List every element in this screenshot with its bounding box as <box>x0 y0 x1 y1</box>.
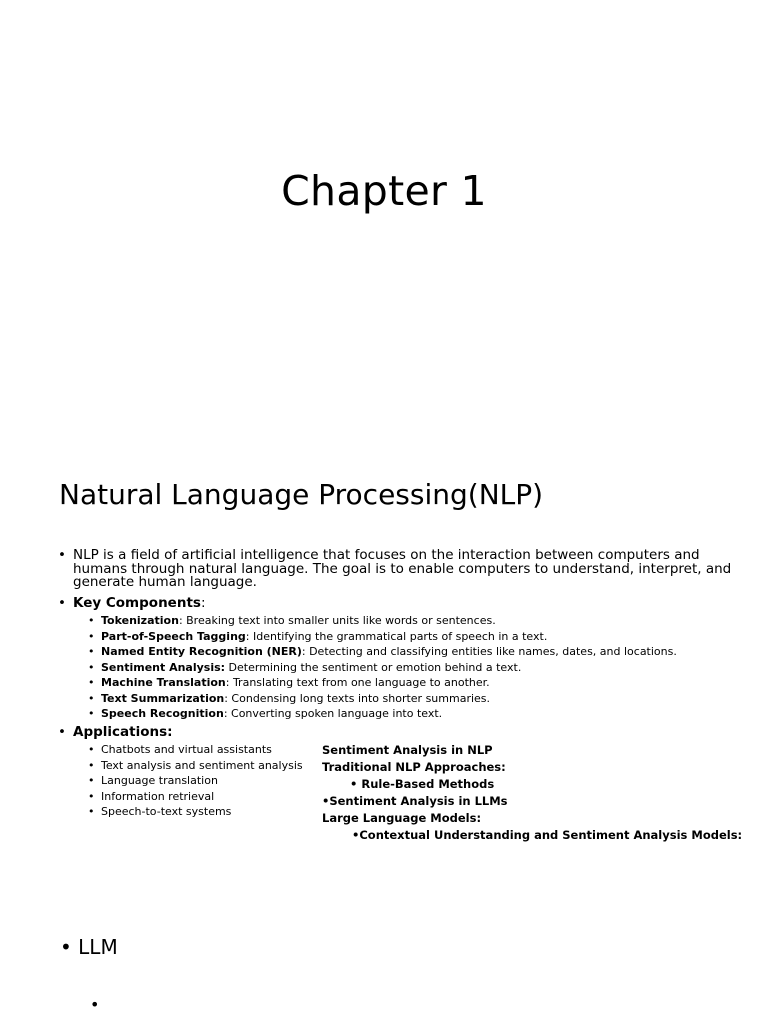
list-item: • Language translation <box>88 773 303 789</box>
component-desc: : Condensing long texts into shorter summaries. <box>224 691 491 705</box>
list-item <box>88 644 677 660</box>
key-components-colon: : <box>200 595 206 611</box>
sentiment-notes <box>322 742 742 844</box>
list-item <box>88 691 677 707</box>
list-item <box>88 660 677 676</box>
component-term: Machine Translation <box>101 676 226 689</box>
component-term: Sentiment Analysis: <box>101 660 226 674</box>
notes-line: •Contextual Understanding and Sentiment Analysis Models: <box>352 828 743 842</box>
notes-line: •Sentiment Analysis in LLMs <box>322 794 508 808</box>
component-desc: : Identifying the grammatical parts of speech in a text. <box>245 629 548 643</box>
notes-line: Traditional NLP Approaches: <box>322 760 506 774</box>
component-desc: : Translating text from one language to another. <box>225 676 490 689</box>
list-item <box>88 675 677 691</box>
component-desc: : Detecting and classifying entities like names, dates, and locations. <box>301 645 677 658</box>
intro-text: NLP is a field of artificial intelligence that focuses on the interaction between computers and humans through natural language. The goal is to enable computers to understand, interpret, and generate human language. <box>73 547 732 590</box>
applications-list <box>88 742 303 820</box>
llm-text: LLM <box>78 935 118 959</box>
chapter-title: Chapter 1 <box>281 167 487 215</box>
bullet-dot: • <box>58 724 66 740</box>
bullet-dot: • <box>58 547 66 563</box>
component-term: Part-of-Speech Tagging <box>101 629 246 643</box>
notes-line: Large Language Models: <box>322 811 482 825</box>
list-item: • Information retrieval <box>88 789 303 805</box>
section-heading: Natural Language Processing(NLP) <box>59 478 544 511</box>
list-item <box>88 613 677 629</box>
bullet-dot: • <box>58 595 66 611</box>
key-components-label: Key Components <box>73 595 201 611</box>
list-item <box>88 706 677 722</box>
notes-line: Sentiment Analysis in NLP <box>322 743 493 757</box>
list-item: • Chatbots and virtual assistants <box>88 742 303 758</box>
list-item: • Speech-to-text systems <box>88 804 303 820</box>
component-term: Named Entity Recognition (NER) <box>101 645 302 658</box>
llm-bullet <box>60 934 118 960</box>
component-term: Tokenization <box>101 614 179 627</box>
list-item <box>88 629 677 645</box>
key-components-list <box>88 613 677 722</box>
applications-label: Applications: <box>73 724 173 740</box>
empty-bullet: • <box>90 995 100 1014</box>
component-term: Text Summarization <box>101 691 225 705</box>
list-item: • Text analysis and sentiment analysis <box>88 758 303 774</box>
component-desc: : Breaking text into smaller units like words or sentences. <box>178 614 496 627</box>
component-term: Speech Recognition <box>101 707 224 720</box>
component-desc: : Converting spoken language into text. <box>223 707 443 720</box>
bullet-dot: • <box>60 935 72 959</box>
notes-line: • Rule-Based Methods <box>350 777 495 791</box>
component-desc: Determining the sentiment or emotion behind a text. <box>225 660 522 674</box>
